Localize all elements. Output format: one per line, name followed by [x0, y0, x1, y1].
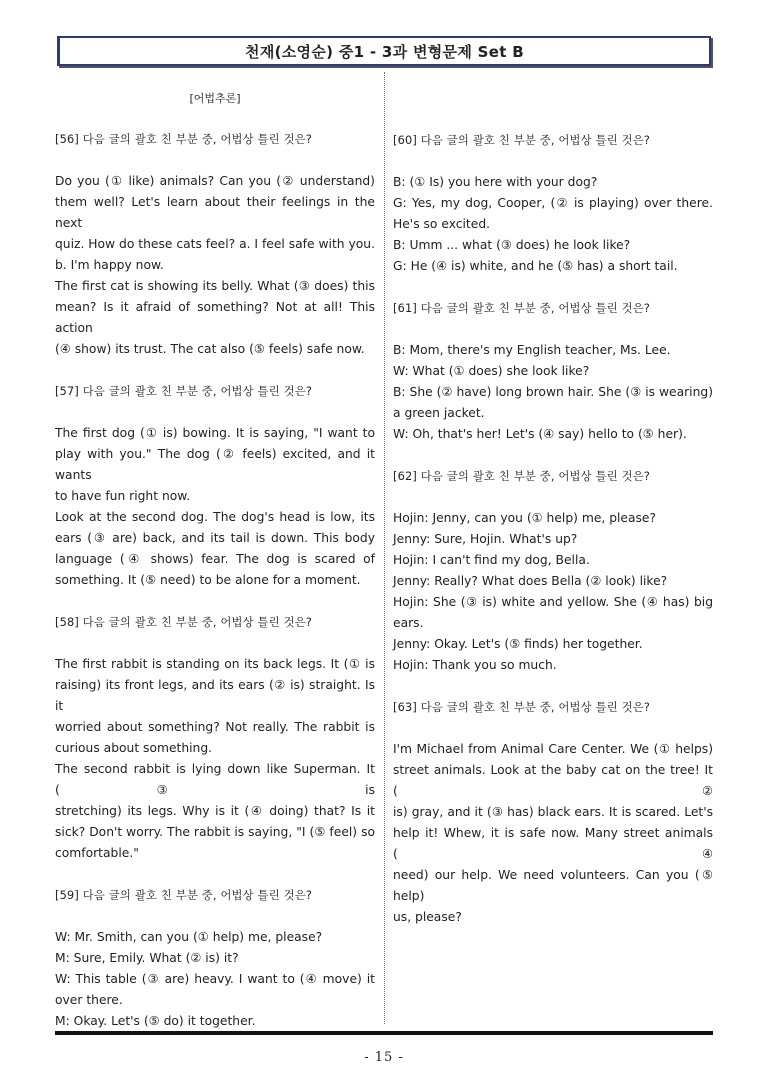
- passage-line: (④ show) its trust. The cat also (⑤ feels) safe now.: [55, 342, 365, 356]
- passage-line: Do you (① like) animals? Can you (② understand): [55, 174, 375, 188]
- passage-line: street animals. Look at the baby cat on the tree! It (②: [393, 763, 713, 798]
- column-divider: [384, 72, 385, 1024]
- passage-line: The first rabbit is standing on its back legs. It (① is: [55, 657, 375, 671]
- passage-line: play with you." The dog (② feels) excited, and it wants: [55, 447, 375, 482]
- passage-line: over there.: [55, 993, 123, 1007]
- section-label: [어법추론]: [189, 92, 241, 105]
- passage-line: help it! Whew, it is safe now. Many street animals (④: [393, 826, 713, 861]
- passage-line: Jenny: Sure, Hojin. What's up?: [393, 532, 578, 546]
- question-passage: [393, 739, 713, 928]
- question-passage: [393, 340, 713, 445]
- passage-line: The second rabbit is lying down like Superman. It (③ is: [55, 762, 375, 797]
- passage-line: Look at the second dog. The dog's head is low, its: [55, 510, 375, 524]
- passage-line: M: Sure, Emily. What (② is) it?: [55, 951, 239, 965]
- question-heading: [56] 다음 글의 괄호 친 부분 중, 어법상 틀린 것은?: [55, 133, 313, 146]
- question-heading: [61] 다음 글의 괄호 친 부분 중, 어법상 틀린 것은?: [393, 302, 651, 315]
- page-number: - 15 -: [364, 1050, 404, 1065]
- passage-line: The first cat is showing its belly. What (③ does) this: [55, 279, 375, 293]
- passage-line: comfortable.": [55, 846, 139, 860]
- passage-line: raising) its front legs, and its ears (② is) straight. Is it: [55, 678, 375, 713]
- question-heading: [57] 다음 글의 괄호 친 부분 중, 어법상 틀린 것은?: [55, 385, 313, 398]
- left-column: [55, 88, 375, 1032]
- passage-line: I'm Michael from Animal Care Center. We (① helps): [393, 742, 713, 756]
- question-passage: [55, 423, 375, 591]
- right-column: [393, 130, 713, 928]
- passage-line: B: (① Is) you here with your dog?: [393, 175, 598, 189]
- passage-line: B: She (② have) long brown hair. She (③ is wearing): [393, 385, 713, 399]
- passage-line: The first dog (① is) bowing. It is saying, "I want to: [55, 426, 375, 440]
- passage-line: ears (③ are) back, and its tail is down. This body: [55, 531, 375, 545]
- page-title: [57, 36, 711, 66]
- page-title-text: 천재(소영순) 중1 - 3과 변형문제 Set B: [245, 42, 524, 61]
- question-passage: [393, 172, 713, 277]
- passage-line: is) gray, and it (③ has) black ears. It is scared. Let's: [393, 805, 713, 819]
- passage-line: W: Oh, that's her! Let's (④ say) hello to (⑤ her).: [393, 427, 687, 441]
- passage-line: a green jacket.: [393, 406, 485, 420]
- passage-line: Hojin: Thank you so much.: [393, 658, 557, 672]
- passage-line: need) our help. We need volunteers. Can you (⑤ help): [393, 868, 713, 903]
- passage-line: language (④ shows) fear. The dog is scared of: [55, 552, 375, 566]
- passage-line: Hojin: She (③ is) white and yellow. She (④ has) big: [393, 595, 713, 609]
- question-heading: [59] 다음 글의 괄호 친 부분 중, 어법상 틀린 것은?: [55, 889, 313, 902]
- passage-line: something. It (⑤ need) to be alone for a moment.: [55, 573, 361, 587]
- passage-line: W: Mr. Smith, can you (① help) me, please?: [55, 930, 323, 944]
- passage-line: W: What (① does) she look like?: [393, 364, 590, 378]
- passage-line: Hojin: Jenny, can you (① help) me, please?: [393, 511, 657, 525]
- passage-line: M: Okay. Let's (⑤ do) it together.: [55, 1014, 256, 1028]
- passage-line: stretching) its legs. Why is it (④ doing) that? Is it: [55, 804, 375, 818]
- passage-line: curious about something.: [55, 741, 213, 755]
- passage-line: ears.: [393, 616, 424, 630]
- bottom-rule: [55, 1031, 713, 1035]
- question-passage: [393, 508, 713, 676]
- passage-line: mean? Is it afraid of something? Not at all! This action: [55, 300, 375, 335]
- passage-line: to have fun right now.: [55, 489, 191, 503]
- passage-line: b. I'm happy now.: [55, 258, 164, 272]
- passage-line: W: This table (③ are) heavy. I want to (④ move) it: [55, 972, 375, 986]
- passage-line: B: Mom, there's my English teacher, Ms. Lee.: [393, 343, 671, 357]
- passage-line: them well? Let's learn about their feelings in the next: [55, 195, 375, 230]
- passage-line: G: Yes, my dog, Cooper, (② is playing) over there.: [393, 196, 713, 210]
- passage-line: Hojin: I can't find my dog, Bella.: [393, 553, 590, 567]
- question-passage: [55, 654, 375, 864]
- passage-line: sick? Don't worry. The rabbit is saying, "I (⑤ feel) so: [55, 825, 375, 839]
- passage-line: Jenny: Okay. Let's (⑤ finds) her together.: [393, 637, 643, 651]
- question-passage: [55, 171, 375, 360]
- passage-line: us, please?: [393, 910, 462, 924]
- question-heading: [58] 다음 글의 괄호 친 부분 중, 어법상 틀린 것은?: [55, 616, 313, 629]
- passage-line: B: Umm ... what (③ does) he look like?: [393, 238, 631, 252]
- question-passage: [55, 927, 375, 1032]
- question-heading: [63] 다음 글의 괄호 친 부분 중, 어법상 틀린 것은?: [393, 701, 651, 714]
- question-heading: [62] 다음 글의 괄호 친 부분 중, 어법상 틀린 것은?: [393, 470, 651, 483]
- passage-line: worried about something? Not really. The rabbit is: [55, 720, 375, 734]
- passage-line: Jenny: Really? What does Bella (② look) like?: [393, 574, 668, 588]
- question-heading: [60] 다음 글의 괄호 친 부분 중, 어법상 틀린 것은?: [393, 134, 651, 147]
- passage-line: G: He (④ is) white, and he (⑤ has) a short tail.: [393, 259, 678, 273]
- passage-line: quiz. How do these cats feel? a. I feel safe with you.: [55, 237, 375, 251]
- passage-line: He's so excited.: [393, 217, 491, 231]
